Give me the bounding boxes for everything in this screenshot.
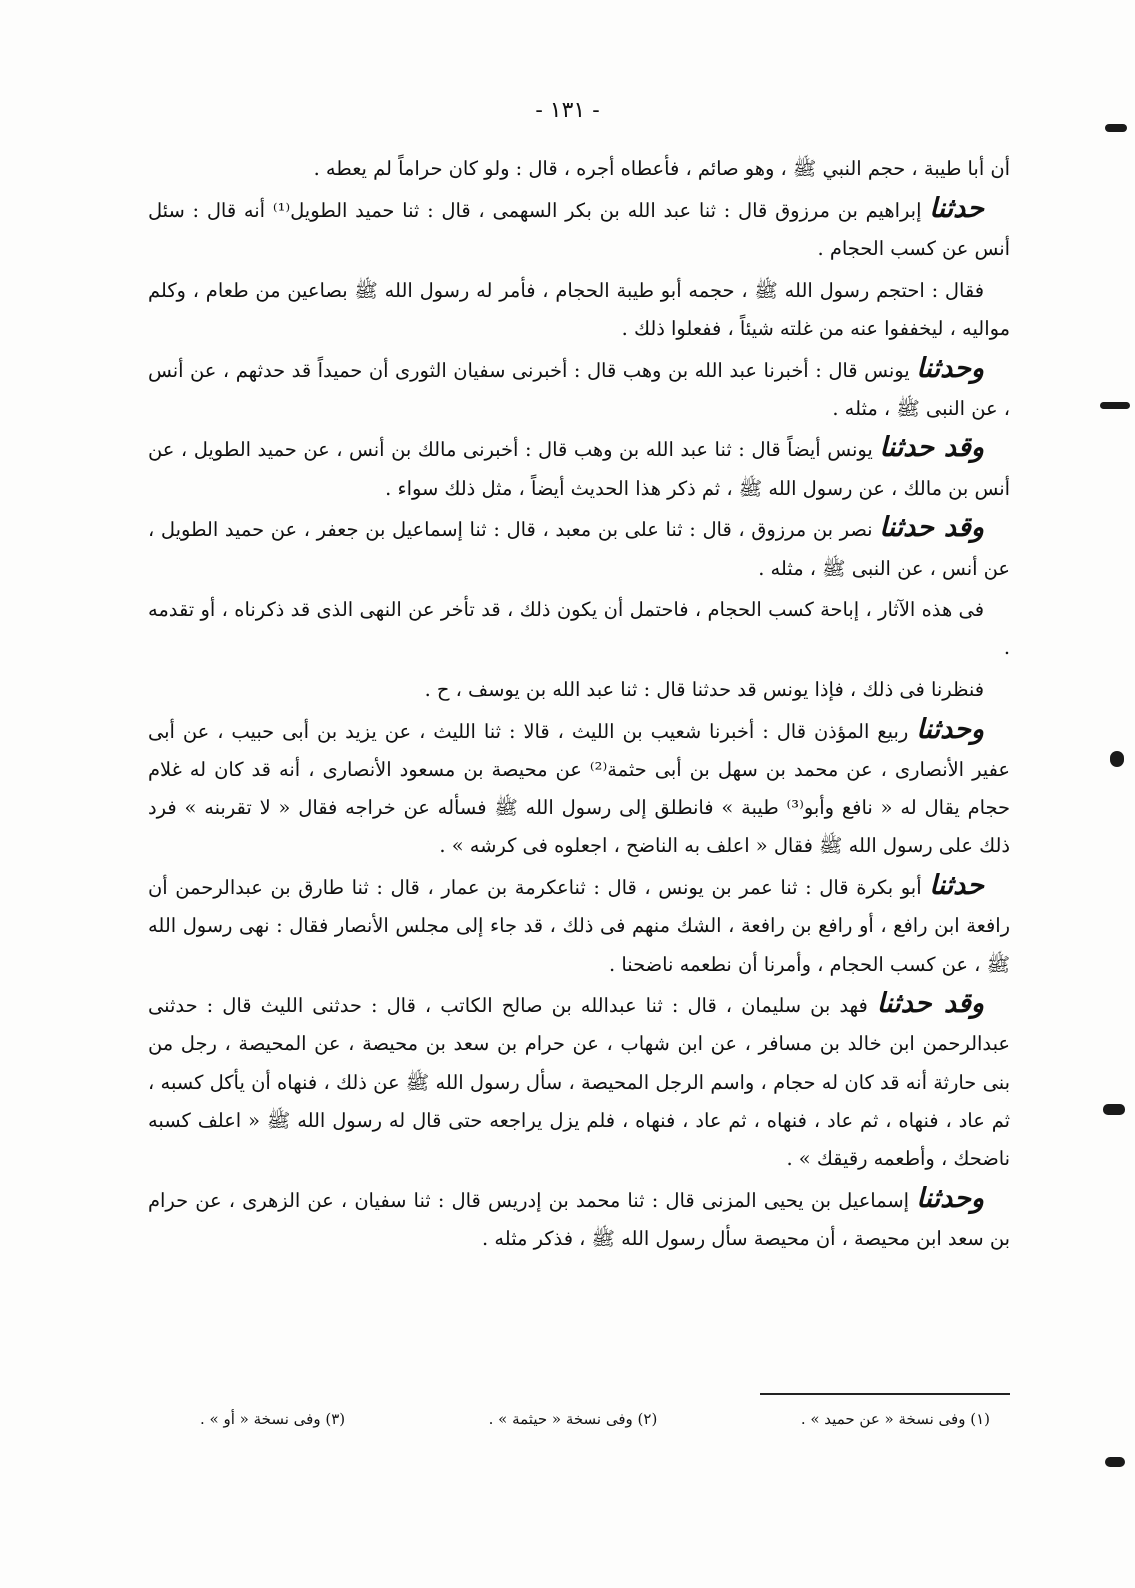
footnote-3: (٣) وفى نسخة « أو » . xyxy=(200,1410,346,1428)
paragraph-text: إسماعيل بن يحيى المزنى قال : ثنا محمد بن إدريس قال : ثنا سفيان ، عن الزهرى ، عن حرام بن سعد ابن محيصة ، أن محيصة سأل رسول الله ﷺ ، فذكر مثله . xyxy=(148,1188,1010,1250)
paragraph-text: إبراهيم بن مرزوق قال : ثنا عبد الله بن بكر السهمى ، قال : ثنا حميد الطويل⁽¹⁾ أنه قال : سئل أنس عن كسب الحجام . xyxy=(148,198,1010,260)
paragraph-5 xyxy=(148,431,1010,507)
paragraph-lead: وقد حدثنا xyxy=(879,512,984,544)
paragraph-10 xyxy=(148,869,1010,984)
paragraph-text: فقال : احتجم رسول الله ﷺ ، حجمه أبو طيبة الحجام ، فأمر له رسول الله ﷺ بصاعين من طعام ، وكلم مواليه ، ليخففوا عنه من غلته شيئاً ، ففعلوا ذلك . xyxy=(148,278,1010,340)
footnote-1: (١) وفى نسخة « عن حميد » . xyxy=(800,1410,990,1428)
paragraph-1 xyxy=(148,150,1010,188)
binding-hole-mark xyxy=(1105,1457,1125,1467)
paragraph-text: نصر بن مرزوق ، قال : ثنا على بن معبد ، قال : ثنا إسماعيل بن جعفر ، عن حميد الطويل ، عن أنس ، عن النبى ﷺ ، مثله . xyxy=(148,518,1010,580)
paragraph-text: أن أبا طيبة ، حجم النبي ﷺ ، وهو صائم ، فأعطاه أجره ، قال : ولو كان حراماً لم يعطه . xyxy=(313,157,1010,180)
paragraph-text: أبو بكرة قال : ثنا عمر بن يونس ، قال : ثناعكرمة بن عمار ، قال : ثنا طارق بن عبدالرحمن أن رافعة ابن رافع ، أو رافع بن رافعة ، الشك منهم فى ذلك ، قد جاء إلى مجلس الأنصار فقال : نهى رسول الله ﷺ ، عن كسب الحجام ، وأمرنا أن نطعمه ناضحنا . xyxy=(148,876,1010,976)
paragraph-8 xyxy=(148,671,1010,709)
paragraph-lead: وحدثنا xyxy=(916,713,984,745)
footnote-divider xyxy=(760,1393,1010,1395)
paragraph-text: ربيع المؤذن قال : أخبرنا شعيب بن الليث ، قالا : ثنا الليث ، عن يزيد بن أبى حبيب ، عن أبى عفير الأنصارى ، عن محمد بن سهل بن أبى حثمة⁽²⁾ عن محيصة بن مسعود الأنصارى ، أنه قد كان له غلام حجام يقال له « نافع وأبو⁽³⁾ طيبة » فانطلق إلى رسول الله ﷺ فسأله عن خراجه فقال « لا تقربنه » فرد ذلك على رسول الله ﷺ فقال « اعلف به الناضح ، اجعلوه فى كرشه » . xyxy=(148,719,1011,858)
paragraph-4 xyxy=(148,352,1010,428)
paragraph-6 xyxy=(148,511,1010,587)
binding-hole-mark xyxy=(1100,402,1130,409)
paragraph-2 xyxy=(148,192,1010,268)
paragraph-text: فى هذه الآثار ، إباحة كسب الحجام ، فاحتمل أن يكون ذلك ، قد تأخر عن النهى الذى قد ذكرناه ، أو تقدمه . xyxy=(148,598,1010,660)
paragraph-7 xyxy=(148,591,1010,667)
paragraph-lead: وقد حدثنا xyxy=(879,432,984,464)
body-text xyxy=(148,150,1010,1262)
paragraph-text: فنظرنا فى ذلك ، فإذا يونس قد حدثنا قال : ثنا عبد الله بن يوسف ، ح . xyxy=(424,678,984,702)
paragraph-9 xyxy=(148,713,1010,866)
paragraph-lead: وحدثنا xyxy=(916,1182,984,1214)
binding-hole-mark xyxy=(1105,124,1127,132)
paragraph-12 xyxy=(148,1182,1010,1258)
paragraph-text: يونس قال : أخبرنا عبد الله بن وهب قال : أخبرنى سفيان الثورى أن حميداً قد حدثهم ، عن أنس ، عن النبى ﷺ ، مثله . xyxy=(148,358,1010,420)
paragraph-lead: حدثنا xyxy=(929,870,984,902)
paragraph-lead: وحدثنا xyxy=(916,352,984,384)
paragraph-3 xyxy=(148,272,1010,348)
footnotes xyxy=(200,1410,990,1428)
paragraph-text: فهد بن سليمان ، قال : ثنا عبدالله بن صالح الكاتب ، قال : حدثنى الليث قال : حدثنى عبدالرحمن ابن خالد بن مسافر ، عن ابن شهاب ، عن حرام بن سعد بن محيصة ، عن المحيصة ، رجل من بنى حارثة أنه قد كان له حجام ، واسم الرجل المحيصة ، سأل رسول الله ﷺ عن ذلك ، فنهاه أن يأكل كسبه ، ثم عاد ، فنهاه ، ثم عاد ، فنهاه ، ثم عاد ، فنهاه ، فلم يزل يراجعه حتى قال له رسول الله ﷺ « اعلف كسبه ناضحك ، وأطعمه رقيقك » . xyxy=(148,994,1010,1171)
paragraph-lead: وقد حدثنا xyxy=(876,988,984,1020)
page-number: - ١٣١ - xyxy=(535,98,600,123)
paragraph-text: يونس أيضاً قال : ثنا عبد الله بن وهب قال : أخبرنى مالك بن أنس ، عن حميد الطويل ، عن أنس بن مالك ، عن رسول الله ﷺ ، ثم ذكر هذا الحديث أيضاً ، مثل ذلك سواء . xyxy=(148,438,1010,500)
paragraph-11 xyxy=(148,987,1010,1178)
footnote-2: (٢) وفى نسخة « حيثمة » . xyxy=(488,1410,658,1428)
binding-hole-mark xyxy=(1103,1104,1125,1115)
paragraph-lead: حدثنا xyxy=(929,192,984,224)
binding-hole-mark xyxy=(1110,751,1124,767)
